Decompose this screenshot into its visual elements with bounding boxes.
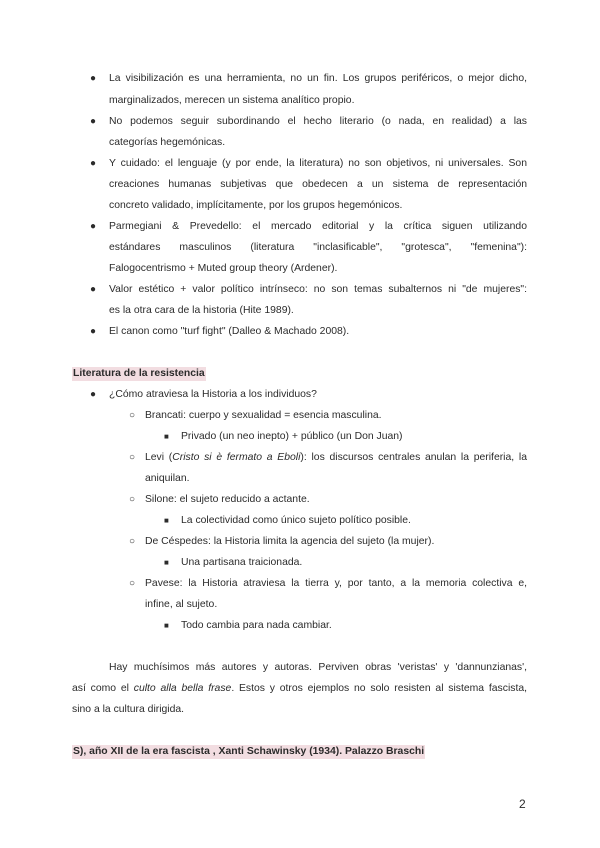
list-item-line: estándares masculinos (literatura "inclasificable", "grotesca", "femenina"): [109, 242, 527, 253]
bullet-marker: ● [90, 326, 97, 337]
list-item-line: Valor estético + valor político intrínseco: no son temas subalternos ni "de mujeres": [109, 284, 527, 295]
levi-prefix: Levi ( [145, 452, 173, 463]
list-item-line: El canon como "turf fight" (Dalleo & Machado 2008). [109, 326, 350, 337]
sub-bullet-marker: ○ [129, 578, 136, 589]
author-brancati: Brancati: cuerpo y sexualidad = esencia masculina. [145, 410, 382, 421]
sub-bullet-marker: ○ [129, 536, 136, 547]
list-item-line: concreto validado, implícitamente, por los grupos hegemónicos. [109, 200, 403, 211]
author-levi-line2: aniquilan. [145, 473, 190, 484]
bullet-marker: ● [90, 73, 97, 84]
resistance-question: ¿Cómo atraviesa la Historia a los individuos? [109, 389, 317, 400]
author-levi [145, 451, 527, 465]
brancati-note: Privado (un neo inepto) + público (un Don Juan) [181, 431, 403, 442]
bullet-marker: ● [90, 221, 97, 232]
cespedes-note: Una partisana traicionada. [181, 557, 303, 568]
list-item-line: Falogocentrismo + Muted group theory (Ardener). [109, 263, 338, 274]
list-item-line: Parmegiani & Prevedello: el mercado editorial y la crítica siguen utilizando [109, 221, 527, 232]
paragraph-text: así como el [72, 683, 134, 694]
bullet-marker: ● [90, 116, 97, 127]
sub-sub-bullet-marker: ■ [164, 516, 169, 525]
bullet-marker: ● [90, 284, 97, 295]
list-item-line: categorías hegemónicas. [109, 137, 226, 148]
list-item-line: Y cuidado: el lenguaje (y por ende, la literatura) no son objetivos, ni universales. Son [109, 158, 527, 169]
levi-book-title: Cristo si è fermato a Eboli [172, 452, 301, 463]
list-item-line: es la otra cara de la historia (Hite 1989). [109, 305, 294, 316]
bullet-marker: ● [90, 158, 97, 169]
section-heading: Literatura de la resistencia [73, 368, 205, 379]
author-silone: Silone: el sujeto reducido a actante. [145, 494, 310, 505]
sub-bullet-marker: ○ [129, 494, 136, 505]
paragraph-line: Hay muchísimos más autores y autoras. Perviven obras 'veristas' y 'dannunzianas', [109, 662, 527, 673]
author-cespedes: De Céspedes: la Historia limita la agencia del sujeto (la mujer). [145, 536, 435, 547]
paragraph-italic-phrase: culto alla bella frase [133, 683, 232, 694]
list-item-line: creaciones humanas subjetivas que obedecen a un sistema de representación [109, 179, 527, 190]
page-number: 2 [519, 797, 526, 811]
author-pavese-line2: infine, al sujeto. [145, 599, 218, 610]
sub-bullet-marker: ○ [129, 452, 136, 463]
sub-sub-bullet-marker: ■ [164, 621, 169, 630]
paragraph-line [72, 682, 527, 696]
bullet-marker: ● [90, 389, 97, 400]
levi-suffix: ): los discursos centrales anulan la periferia, la [300, 452, 527, 463]
list-item-line: marginalizados, merecen un sistema analítico propio. [109, 95, 355, 106]
silone-note: La colectividad como único sujeto político posible. [181, 515, 411, 526]
caption-heading: S), año XII de la era fascista , Xanti Schawinsky (1934). Palazzo Braschi [73, 746, 425, 757]
sub-bullet-marker: ○ [129, 410, 136, 421]
sub-sub-bullet-marker: ■ [164, 432, 169, 441]
pavese-note: Todo cambia para nada cambiar. [181, 620, 332, 631]
paragraph-text: . Estos y otros ejemplos no solo resisten al sistema fascista, [231, 683, 527, 694]
sub-sub-bullet-marker: ■ [164, 558, 169, 567]
paragraph-line: sino a la cultura dirigida. [72, 704, 185, 715]
author-pavese: Pavese: la Historia atraviesa la tierra y, por tanto, a la memoria colectiva e, [145, 578, 527, 589]
list-item-line: No podemos seguir subordinando el hecho literario (o nada, en realidad) a las [109, 116, 527, 127]
list-item-line: La visibilización es una herramienta, no un fin. Los grupos periféricos, o mejor dicho, [109, 73, 527, 84]
